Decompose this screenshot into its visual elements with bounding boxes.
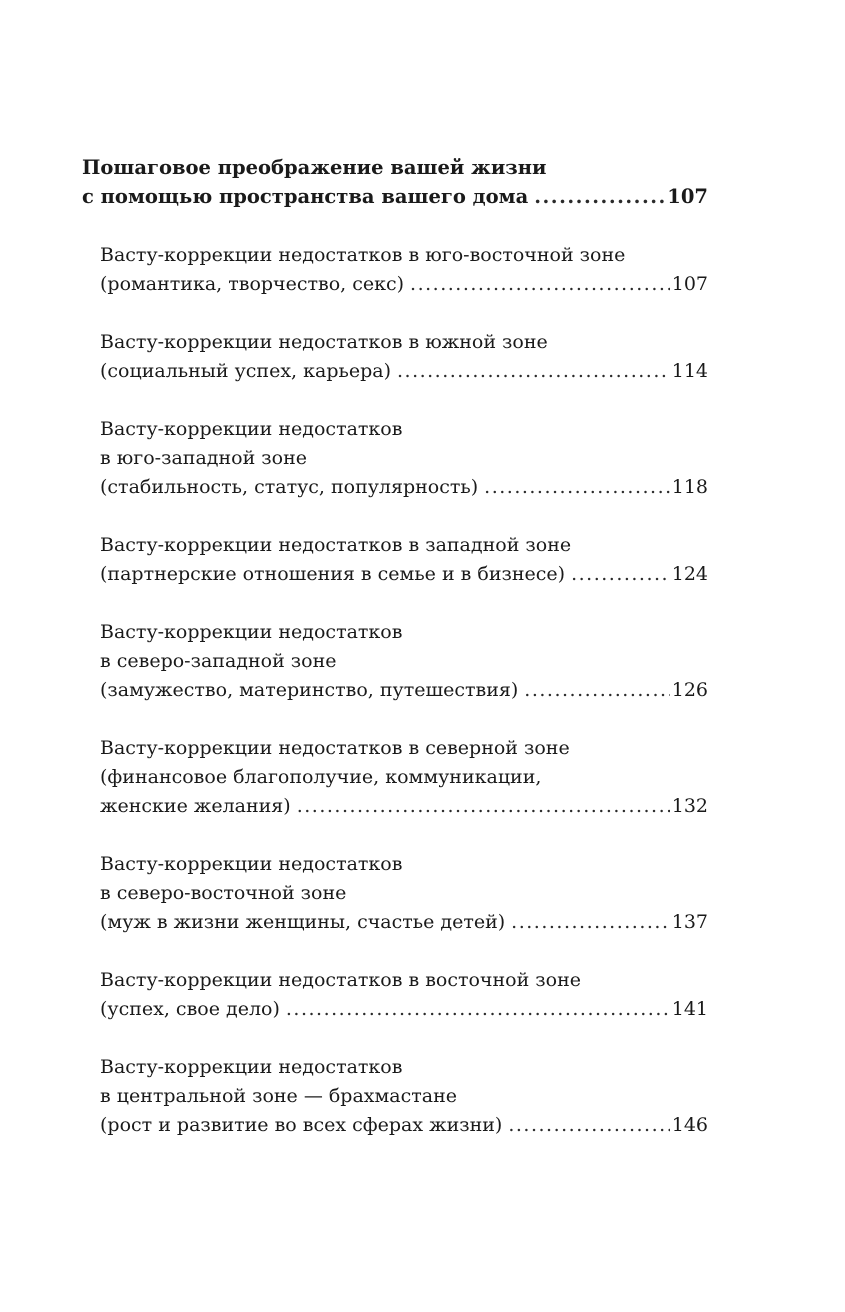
- entry-title-line: Васту-коррекции недостатков в восточной зоне: [100, 969, 582, 991]
- dot-leader: [297, 792, 670, 821]
- page-number: 107: [667, 185, 708, 208]
- toc-entry-southeast[interactable]: [100, 241, 708, 299]
- entry-title-line: в северо-восточной зоне: [100, 882, 347, 904]
- dot-leader: [410, 270, 670, 299]
- toc-entry-northwest[interactable]: [100, 618, 708, 705]
- toc-entry-center[interactable]: [100, 1053, 708, 1140]
- entry-title-line: Васту-коррекции недостатков в юго-восточной зоне: [100, 244, 626, 266]
- dot-leader: [508, 1111, 669, 1140]
- toc-section[interactable]: [82, 153, 708, 211]
- toc-entry-south[interactable]: [100, 328, 708, 386]
- entry-subtitle: (успех, свое дело): [100, 998, 280, 1020]
- entry-leader-line: [100, 1111, 708, 1140]
- toc-entry-southwest[interactable]: [100, 415, 708, 502]
- page-number: 132: [671, 795, 708, 817]
- entry-title-line: в центральной зоне — брахмастане: [100, 1085, 458, 1107]
- entry-leader-line: [100, 560, 708, 589]
- toc-entry-east[interactable]: [100, 966, 708, 1024]
- entry-title-line: в северо-западной зоне: [100, 650, 337, 672]
- entry-title-line: в юго-западной зоне: [100, 447, 307, 469]
- entry-subtitle: женские желания): [100, 795, 291, 817]
- section-title-last-line: с помощью пространства вашего дома: [82, 185, 529, 208]
- entry-title-line: Васту-коррекции недостатков: [100, 1056, 403, 1078]
- section-title-leader-line: [82, 182, 708, 211]
- entry-title-line: Васту-коррекции недостатков в северной зоне: [100, 737, 570, 759]
- entry-title-line: Васту-коррекции недостатков: [100, 853, 403, 875]
- entry-title-line: Васту-коррекции недостатков в западной зоне: [100, 534, 572, 556]
- entry-leader-line: [100, 908, 708, 937]
- entry-title-line: Васту-коррекции недостатков в южной зоне: [100, 331, 548, 353]
- entry-subtitle: (замужество, материнство, путешествия): [100, 679, 519, 701]
- page-number: 137: [671, 911, 708, 933]
- table-of-contents: [82, 153, 708, 1169]
- entry-title-line: Васту-коррекции недостатков: [100, 621, 403, 643]
- toc-entry-northeast[interactable]: [100, 850, 708, 937]
- toc-entry-north[interactable]: [100, 734, 708, 821]
- page-number: 126: [671, 679, 708, 701]
- page-number: 146: [671, 1114, 708, 1136]
- entry-title-line: Васту-коррекции недостатков: [100, 418, 403, 440]
- entry-subtitle: (рост и развитие во всех сферах жизни): [100, 1114, 503, 1136]
- entry-subtitle: (социальный успех, карьера): [100, 360, 391, 382]
- dot-leader: [397, 357, 670, 386]
- entry-leader-line: [100, 270, 708, 299]
- page-number: 141: [671, 998, 708, 1020]
- entry-subtitle: (муж в жизни женщины, счастье детей): [100, 911, 506, 933]
- dot-leader: [286, 995, 670, 1024]
- entry-leader-line: [100, 792, 708, 821]
- section-title-line: Пошаговое преображение вашей жизни: [82, 156, 547, 179]
- dot-leader: [511, 908, 670, 937]
- entry-subtitle: (стабильность, статус, популярность): [100, 476, 479, 498]
- entry-subtitle: (партнерские отношения в семье и в бизнесе): [100, 563, 566, 585]
- entry-leader-line: [100, 676, 708, 705]
- toc-entry-west[interactable]: [100, 531, 708, 589]
- entry-leader-line: [100, 473, 708, 502]
- page-number: 124: [671, 563, 708, 585]
- dot-leader: [571, 560, 670, 589]
- page-number: 107: [671, 273, 708, 295]
- page-number: 114: [671, 360, 708, 382]
- entry-title-line: (финансовое благополучие, коммуникации,: [100, 766, 542, 788]
- entry-leader-line: [100, 357, 708, 386]
- page-number: 118: [671, 476, 708, 498]
- dot-leader: [484, 473, 670, 502]
- entry-leader-line: [100, 995, 708, 1024]
- dot-leader: [534, 182, 665, 211]
- dot-leader: [524, 676, 669, 705]
- entry-subtitle: (романтика, творчество, секс): [100, 273, 405, 295]
